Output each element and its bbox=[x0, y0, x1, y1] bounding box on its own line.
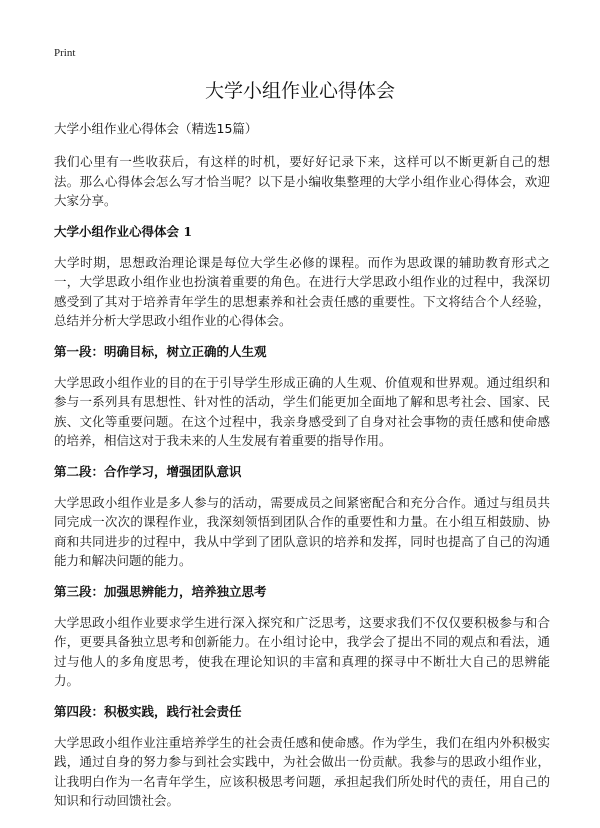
part-heading-1: 第一段：明确目标，树立正确的人生观 bbox=[54, 343, 267, 359]
article-subtitle: 大学小组作业心得体会（精选15篇） bbox=[54, 121, 258, 136]
part-heading-2: 第二段：合作学习，增强团队意识 bbox=[54, 463, 242, 479]
part-paragraph-4: 大学思政小组作业注重培养学生的社会责任感和使命感。作为学生，我们在组内外积极实践，通过自身的努力参与到社会实践中，为社会做出一份贡献。我参与的思政小组作业，让我明白作为一名青年学生，应该积极思考问题，承担起我们所处时代的责任，用自己的知识和行动回馈社会。 bbox=[54, 734, 550, 808]
part-heading-3: 第三段：加强思辨能力，培养独立思考 bbox=[54, 583, 267, 599]
part-heading-4: 第四段：积极实践，践行社会责任 bbox=[54, 703, 242, 719]
section-heading-1: 大学小组作业心得体会 1 bbox=[54, 223, 193, 239]
part-paragraph-2: 大学思政小组作业是多人参与的活动，需要成员之间紧密配合和充分合作。通过与组员共同完成一次次的课程作业，我深刻领悟到团队合作的重要性和力量。在小组互相鼓励、协商和共同进步的过程中，我从中学到了团队意识的培养和发挥，同时也提高了自己的沟通能力和解决问题的能力。 bbox=[54, 494, 550, 568]
section-paragraph-1: 大学时期，思想政治理论课是每位大学生必修的课程。而作为思政课的辅助教育形式之一，大学思政小组作业也扮演着重要的角色。在进行大学思政小组作业的过程中，我深切感受到了其对于培养青年学生的思想素养和社会责任感的重要性。下文将结合个人经验，总结并分析大学思政小组作业的心得体会。 bbox=[54, 254, 550, 328]
part-paragraph-3: 大学思政小组作业要求学生进行深入探究和广泛思考，这要求我们不仅仅要积极参与和合作，更要具备独立思考和创新能力。在小组讨论中，我学会了提出不同的观点和看法，通过与他人的多角度思考，使我在理论知识的丰富和真理的探寻中不断壮大自己的思辨能力。 bbox=[54, 614, 550, 688]
part-paragraph-1: 大学思政小组作业的目的在于引导学生形成正确的人生观、价值观和世界观。通过组织和参与一系列具有思想性、针对性的活动，学生们能更加全面地了解和思考社会、国家、民族、文化等重要问题。在这个过程中，我亲身感受到了自身对社会事物的责任感和使命感的培养，相信这对于我未来的人生发展有着重要的指导作用。 bbox=[54, 374, 550, 448]
page-title: 大学小组作业心得体会 bbox=[204, 80, 395, 102]
print-link[interactable]: Print bbox=[54, 47, 76, 59]
intro-paragraph: 我们心里有一些收获后，有这样的时机，要好好记录下来，这样可以不断更新自己的想法。那么心得体会怎么写才恰当呢？以下是小编收集整理的大学小组作业心得体会，欢迎大家分享。 bbox=[54, 154, 550, 208]
article-body bbox=[54, 120, 550, 823]
